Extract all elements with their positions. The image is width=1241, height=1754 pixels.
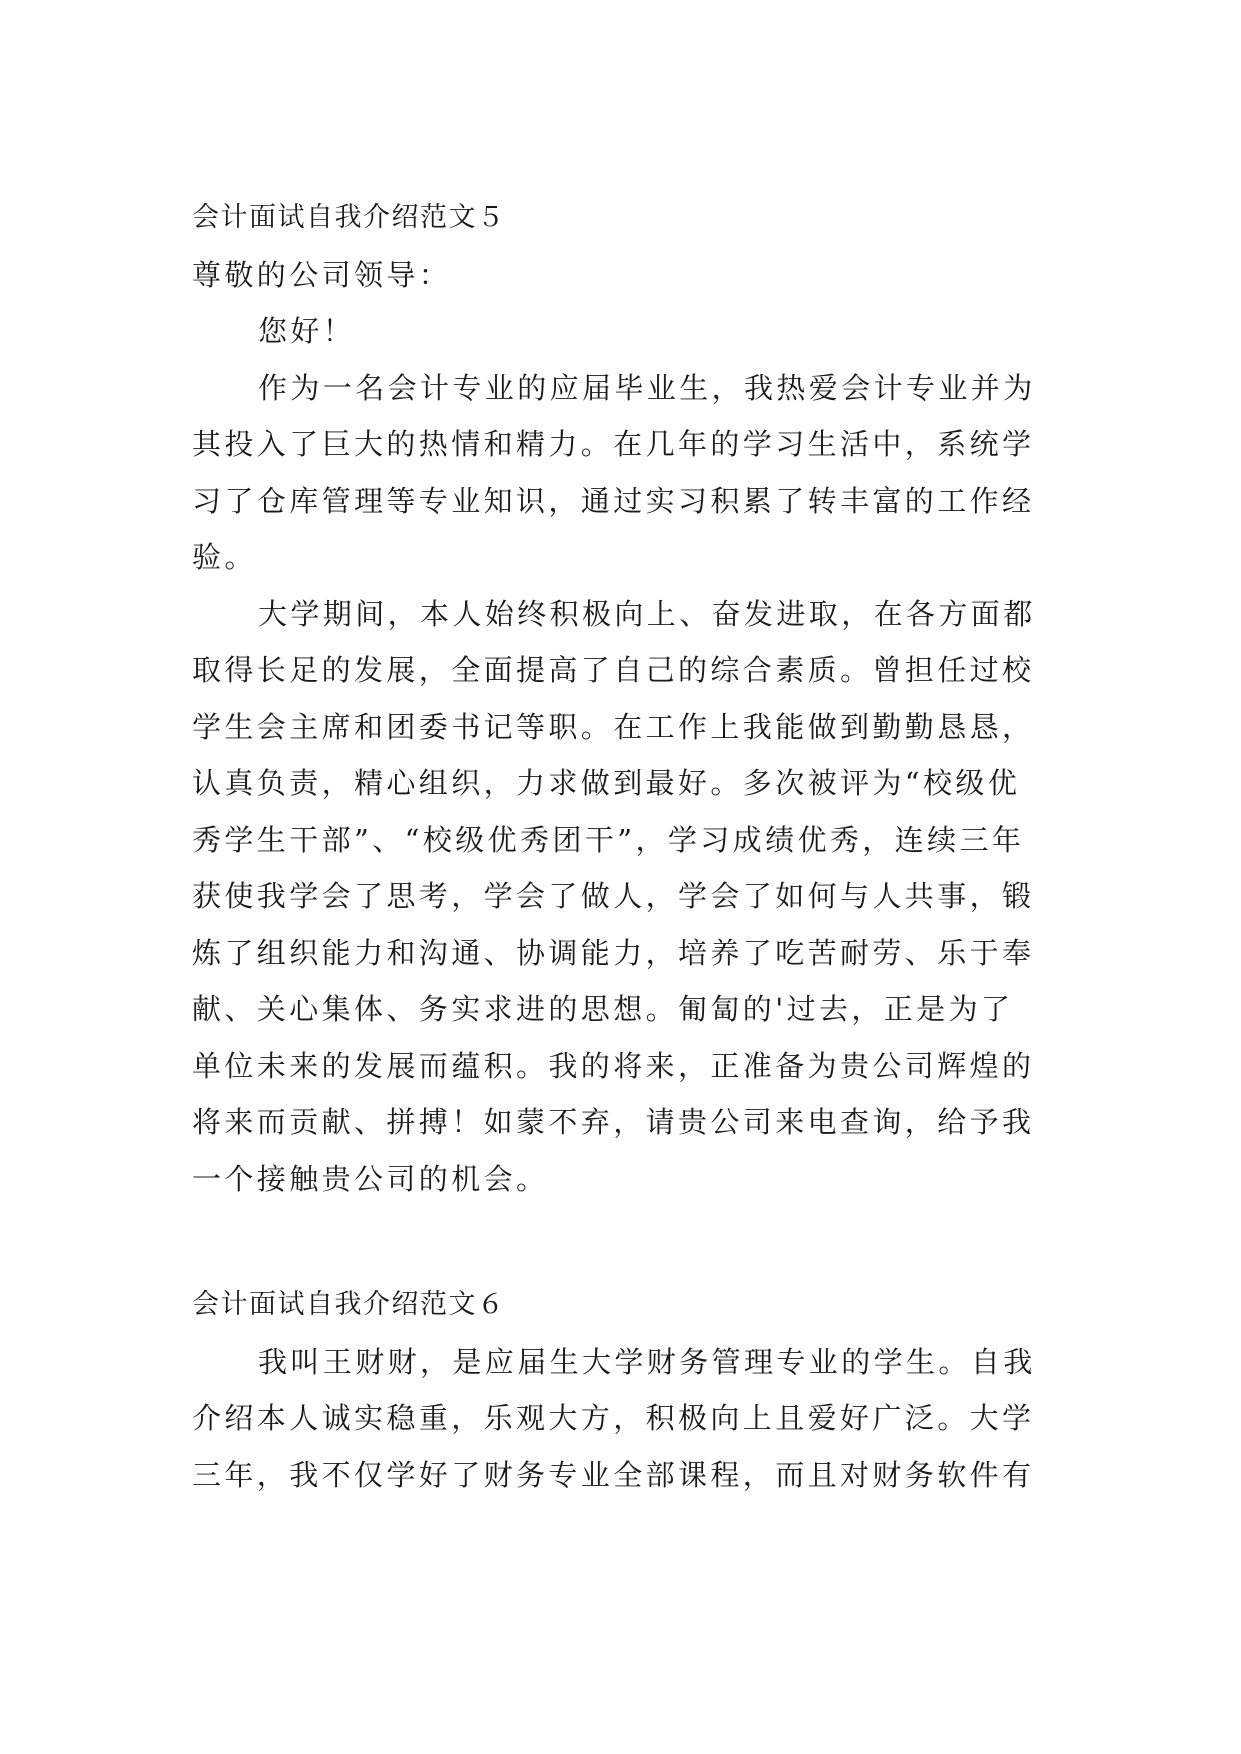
- section-spacer: [192, 1207, 1052, 1277]
- paragraph-line: 习了仓库管理等专业知识，通过实习积累了转丰富的工作经: [192, 483, 1035, 518]
- document-page: [192, 190, 1052, 1503]
- paragraph-line: 秀学生干部”、“校级优秀团干”，学习成绩优秀，连续三年: [192, 822, 1025, 857]
- paragraph-line: 大学期间，本人始终积极向上、奋发进取，在各方面都: [258, 596, 1036, 631]
- paragraph-line: 将来而贡献、拼搏！如蒙不弃，请贵公司来电查询，给予我: [192, 1105, 1035, 1139]
- paragraph-line: 学生会主席和团委书记等职。在工作上我能做到勤勤恳恳，: [192, 709, 1035, 744]
- paragraph-line: 验。: [192, 540, 257, 574]
- section-5-title: 会计面试自我介绍范文５: [192, 202, 506, 233]
- greeting: 您好！: [258, 314, 356, 348]
- salutation: 尊敬的公司领导：: [192, 257, 452, 292]
- paragraph-line: 我叫王财财，是应届生大学财务管理专业的学生。自我: [258, 1344, 1036, 1379]
- paragraph-line: 其投入了巨大的热情和精力。在几年的学习生活中，系统学: [192, 427, 1035, 461]
- paragraph-line: 作为一名会计专业的应届毕业生，我热爱会计专业并为: [258, 370, 1036, 405]
- paragraph-line: 一个接触贵公司的机会。: [192, 1161, 549, 1196]
- paragraph-line: 单位未来的发展而蕴积。我的将来，正准备为贵公司辉煌的: [192, 1048, 1035, 1083]
- paragraph-line: 炼了组织能力和沟通、协调能力，培养了吃苦耐劳、乐于奉: [192, 935, 1035, 970]
- paragraph-line: 介绍本人诚实稳重，乐观大方，积极向上且爱好广泛。大学: [192, 1401, 1035, 1435]
- paragraph-line: 三年，我不仅学好了财务专业全部课程，而且对财务软件有: [192, 1457, 1035, 1492]
- paragraph-line: 取得长足的发展，全面提高了自己的综合素质。曾担任过校: [192, 653, 1035, 687]
- paragraph-line: 献、关心集体、务实求进的思想。匍匐的'过去，正是为了: [192, 992, 1014, 1026]
- section-6-title: 会计面试自我介绍范文６: [192, 1289, 506, 1320]
- paragraph-line: 认真负责，精心组织，力求做到最好。多次被评为“校级优: [192, 766, 1021, 800]
- paragraph-line: 获使我学会了思考，学会了做人，学会了如何与人共事，锻: [192, 879, 1035, 913]
